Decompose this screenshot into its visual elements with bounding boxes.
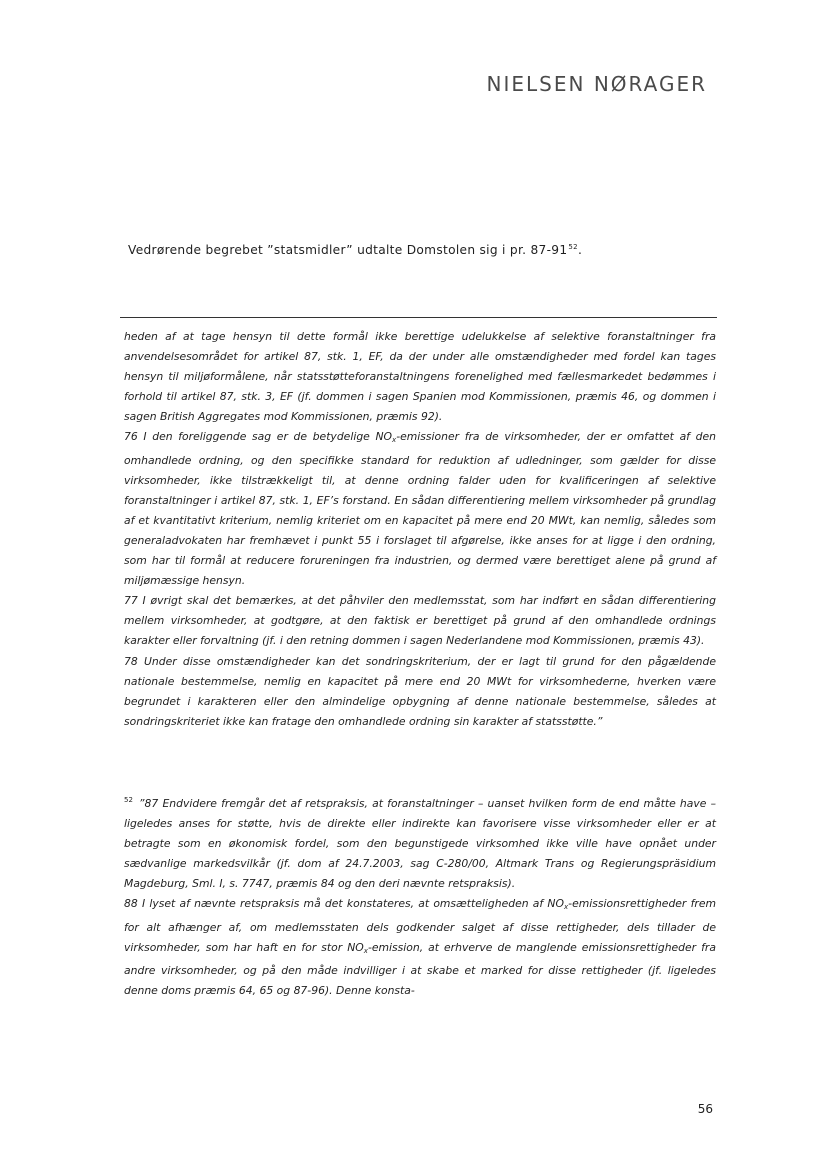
text-segment: -emission, at erhverve de manglende emissionsrettigheder fra andre virksomheder, og på den måde indvilliger i at skabe et marked for disse rettigheder (jf. ligeledes denne doms præmis 64, 65 og 87-96). Denne konsta- [124, 940, 716, 997]
intro-text: Vedrørende begrebet ”statsmidler” udtalte Domstolen sig i pr. 87-91 [128, 243, 568, 257]
intro-paragraph [128, 243, 718, 257]
footnote-ref-52[interactable]: 52 [568, 243, 578, 251]
subscript: x [392, 436, 397, 445]
footnote-separator [120, 317, 717, 318]
page-number: 56 [697, 1102, 713, 1116]
text-segment: ”87 Endvidere fremgår det af retspraksis, at foranstaltninger – uanset hvilken form de end måtte have – ligeledes anses for støtte, hvis de direkte eller indirekte kan favorisere visse virksomheder eller er at betragte som en økonomisk fordel, som den begunstigede virksomhed ikke ville have opnået under sædvanlige markedsvilkår (jf. dom af 24.7.2003, sag C-280/00, Altmark Trans og Regierungspräsidium Magdeburg, Sml. I, s. 7747, præmis 84 og den deri nævnte retspraksis). [124, 797, 716, 891]
footnote-paragraph [124, 427, 716, 591]
footnote-52 [124, 790, 716, 1001]
text-segment: -emissioner fra de virksomheder, der er omfattet af den omhandlede ordning, og den specifikke standard for reduktion af udledninger, som gælder for disse virksomheder, ikke tilstrækkeligt til, at denne ordning falder uden for kvalificeringen af selektive foranstaltninger i artikel 87, stk. 1, EF’s forstand. En sådan differentiering mellem virksomheder på grundlag af et kvantitativt kriterium, nemlig kriteriet om en kapacitet på mere end 20 MWt, kan nemlig, således som generaladvokaten har fremhævet i punkt 55 i forslaget til afgørelse, ikke anses for at ligge i den ordning, som har til formål at reducere forureningen fra industrien, og dermed være berettiget alene på grund af miljømæssige hensyn. [124, 430, 716, 588]
footnote-paragraph: 77 I øvrigt skal det bemærkes, at det påhviler den medlemsstat, som har indført en sådan differentiering mellem virksomheder, at godtgøre, at den faktisk er berettiget på grund af den omhandlede ordnings karakter eller forvaltning (jf. i den retning dommen i sagen Nederlandene mod Kommissionen, præmis 43). [124, 594, 716, 648]
footnote-paragraph: 78 Under disse omstændigheder kan det sondringskriterium, der er lagt til grund for den pågældende nationale bestemmelse, nemlig en kapacitet på mere end 20 MWt for virksomhederne, hverken være begrundet i karakteren eller den almindelige opbygning af denne nationale bestemmelse, således at sondringskriteriet ikke kan fratage den omhandlede ordning sin karakter af statsstøtte.” [124, 654, 716, 728]
intro-end: . [577, 243, 583, 257]
firm-logo: NIELSEN NØRAGER [486, 72, 707, 96]
subscript: x [564, 903, 569, 912]
footnote-paragraph [124, 790, 716, 894]
subscript: x [363, 946, 368, 955]
text-segment: 88 I lyset af nævnte retspraksis må det konstateres, at omsætteligheden af NO [124, 897, 565, 911]
footnote-continuation [124, 327, 716, 732]
footnote-number: 52 [124, 796, 133, 804]
footnote-paragraph: heden af at tage hensyn til dette formål ikke berettige udelukkelse af selektive foranstaltninger fra anvendelsesområdet for artikel 87, stk. 1, EF, da der under alle omstændigheder med fordel kan tages hensyn til miljøformålene, når statsstøtteforanstaltningens forenelighed med fællesmarkedet bedømmes i forhold til artikel 87, stk. 3, EF (jf. dommen i sagen Spanien mod Kommissionen, præmis 46, og dommen i sagen British Aggregates mod Kommissionen, præmis 92). [124, 330, 716, 424]
footnote-paragraph [124, 894, 716, 1000]
text-segment: 76 I den foreliggende sag er de betydelige NO [124, 430, 393, 444]
text-segment: -emissionsrettigheder frem for alt afhænger af, om medlemsstaten dels godkender salget af disse rettigheder, dels tillader de virksomheder, som har haft en for stor NO [124, 897, 716, 954]
